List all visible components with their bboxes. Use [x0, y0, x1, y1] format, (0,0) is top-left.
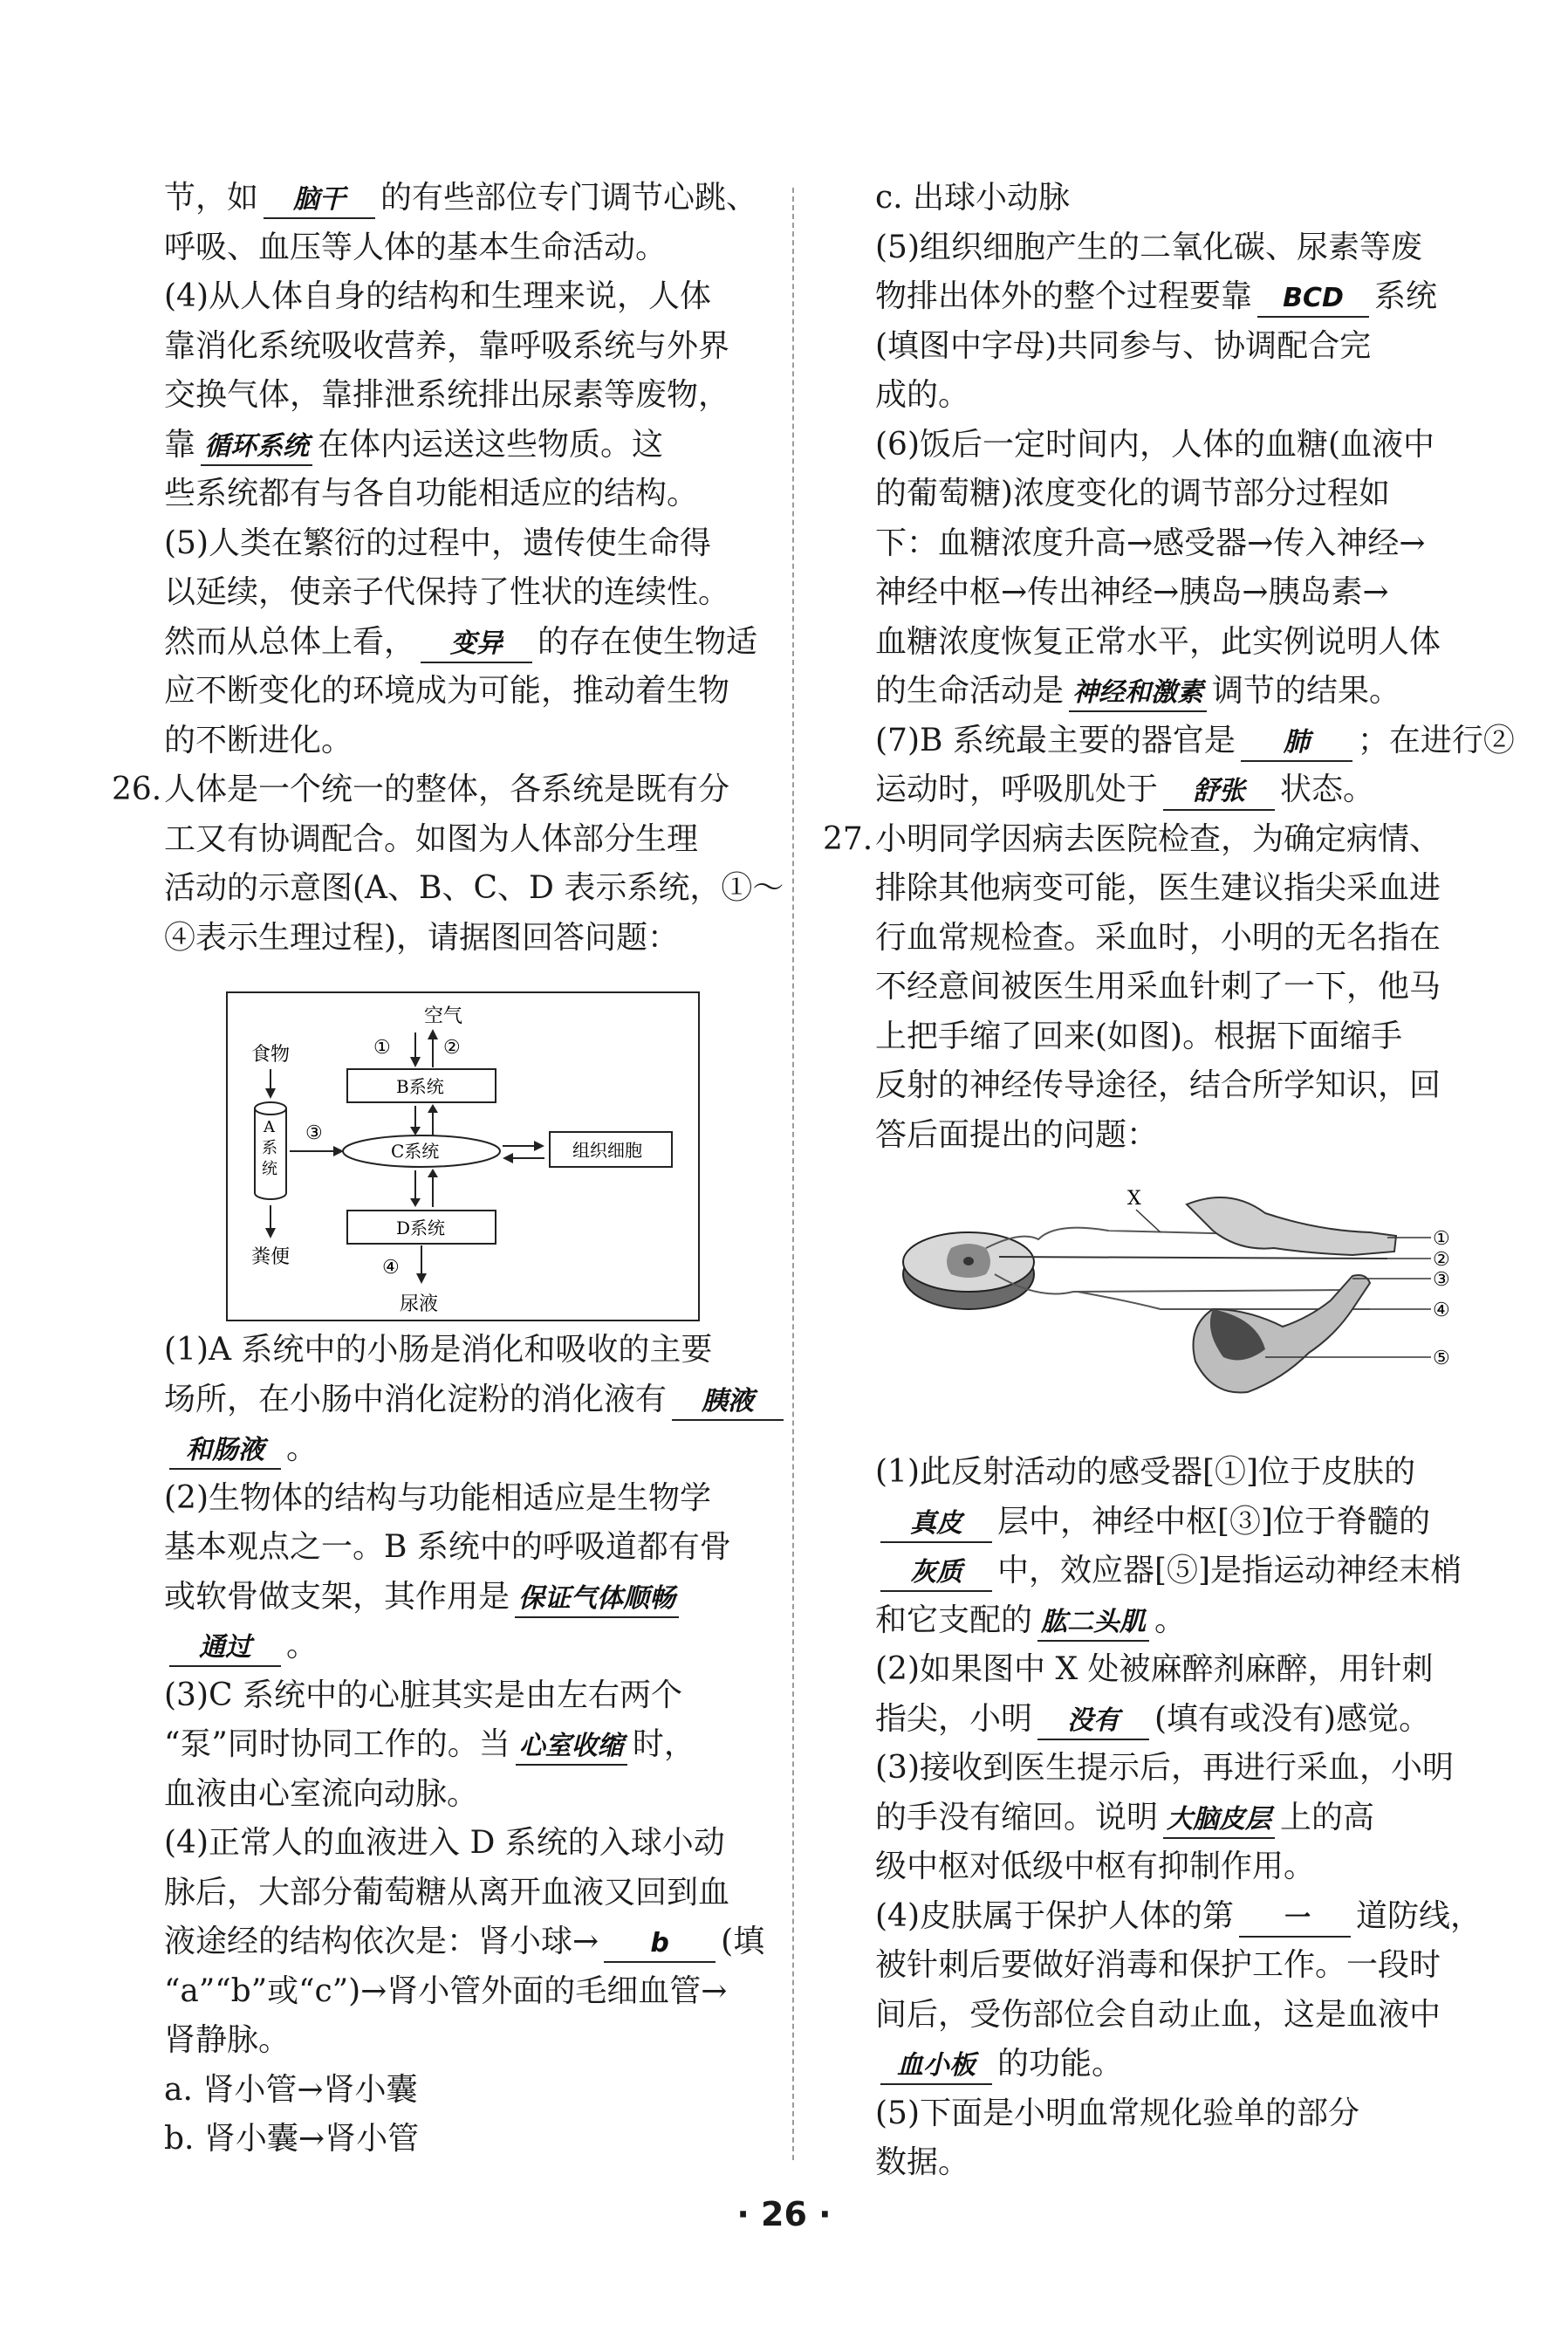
- text-line: [164, 820, 698, 859]
- line-text: 级中枢对低级中枢有抑制作用。: [875, 1849, 1316, 1884]
- line-text: 反射的神经传导途径，结合所学知识，回: [875, 1067, 1441, 1103]
- line-text: b. 肾小囊→肾小管: [164, 2121, 420, 2157]
- line-text: 小明同学因病去医院检查，为确定病情、: [875, 820, 1441, 857]
- text-line: [875, 2095, 1359, 2133]
- label-food: 食物: [251, 1044, 291, 1066]
- text-line: [164, 229, 667, 267]
- text-line: [164, 1824, 725, 1862]
- line-text: “泵”同时协同工作的。当: [164, 1726, 510, 1762]
- line-text: 。: [286, 1628, 318, 1663]
- answer-blank: 真皮: [880, 1506, 992, 1543]
- line-text: 人体是一个统一的整体，各系统是既有分: [164, 772, 730, 807]
- line-text: 成的。: [875, 377, 970, 413]
- answer-blank: 脑干: [264, 182, 375, 219]
- text-line: [164, 2071, 418, 2109]
- answer-blank: 灰质: [880, 1555, 992, 1592]
- text-line: [875, 1453, 1415, 1492]
- text-line: [164, 1677, 682, 1715]
- text-line: [164, 1381, 789, 1421]
- question-number: 26.: [112, 772, 162, 807]
- answer-blank: b: [604, 1926, 716, 1963]
- line-text: 被针刺后要做好消毒和保护工作。一段时: [875, 1947, 1441, 1983]
- answer-blank: 肱二头肌: [1037, 1605, 1149, 1642]
- label-d-system: D系统: [396, 1218, 446, 1238]
- text-line: [164, 1528, 731, 1567]
- line-text: 液途经的结构依次是：肾小球→: [164, 1924, 599, 1959]
- text-line: [112, 771, 730, 809]
- line-text: 工又有协调配合。如图为人体部分生理: [164, 820, 699, 857]
- line-text: (填图中字母)共同参与、协调配合完: [875, 327, 1372, 364]
- text-line: [875, 1067, 1441, 1105]
- text-line: [875, 525, 1426, 563]
- svg-text:统: 统: [262, 1160, 277, 1178]
- svg-text:A: A: [264, 1118, 275, 1136]
- line-text: 血糖浓度恢复正常水平，此实例说明人体: [875, 623, 1441, 660]
- label-n3: ③: [1433, 1269, 1450, 1291]
- line-text: 和它支配的: [875, 1602, 1033, 1638]
- text-line: [164, 672, 729, 710]
- line-text: (4)从人体自身的结构和生理来说，人体: [164, 278, 711, 314]
- line-text: 场所，在小肠中消化淀粉的消化液有: [164, 1381, 668, 1417]
- answer-blank: 通过: [169, 1630, 281, 1667]
- label-p1: ①: [373, 1037, 391, 1059]
- text-line: [164, 1479, 711, 1518]
- line-text: 上的高: [1280, 1799, 1375, 1835]
- label-air: 空气: [424, 1005, 463, 1027]
- answer-blank: 神经和激素: [1069, 676, 1207, 712]
- question-number: 27.: [823, 820, 873, 857]
- text-line: [875, 2144, 969, 2182]
- line-text: (5)人类在繁衍的过程中，遗传使生命得: [164, 525, 711, 561]
- label-n1: ①: [1433, 1228, 1450, 1250]
- answer-blank: 心室收缩: [516, 1729, 627, 1766]
- line-text: 或软骨做支架，其作用是: [164, 1578, 510, 1615]
- line-text: 间后，受伤部位会自动止血，这是血液中: [875, 1996, 1441, 2033]
- line-text: (填有或没有)感觉。: [1154, 1700, 1431, 1737]
- text-line: [164, 376, 729, 415]
- text-line: [875, 327, 1371, 366]
- line-text: (2)如果图中 X 处被麻醉剂麻醉，用针刺: [875, 1651, 1434, 1687]
- line-text: (3)接收到医生提示后，再进行采血，小明: [875, 1750, 1454, 1786]
- answer-blank: 循环系统: [201, 429, 312, 466]
- line-text: 的生命活动是: [875, 673, 1065, 709]
- line-text: (4)皮肤属于保护人体的第: [875, 1897, 1234, 1934]
- line-text: 的功能。: [997, 2046, 1124, 2082]
- text-line: [164, 1430, 318, 1470]
- line-text: 的存在使生物适: [538, 623, 758, 660]
- label-p2: ②: [443, 1037, 461, 1059]
- text-line: [164, 1775, 478, 1814]
- text-line: [875, 278, 1437, 318]
- text-line: [875, 1946, 1441, 1985]
- text-line: [875, 1552, 1462, 1592]
- text-line: [875, 475, 1390, 513]
- label-feces: 粪便: [251, 1246, 291, 1268]
- answer-blank: 血小板: [880, 2048, 992, 2085]
- a-system-cylinder: [262, 1118, 277, 1178]
- answer-blank: 舒张: [1163, 774, 1275, 811]
- text-line: [164, 1874, 729, 1912]
- line-text: 在体内运送这些物质。这: [318, 426, 664, 463]
- label-x: X: [1127, 1188, 1141, 1210]
- text-line: [875, 229, 1422, 267]
- line-text: 中，效应器[⑤]是指运动神经末梢: [997, 1553, 1462, 1588]
- answer-blank: BCD: [1257, 281, 1369, 318]
- text-line: [164, 1331, 712, 1369]
- line-text: 答后面提出的问题：: [875, 1116, 1159, 1153]
- text-line: [823, 820, 1441, 859]
- line-text: 。: [1154, 1602, 1187, 1638]
- text-line: [164, 179, 757, 219]
- label-p4: ④: [382, 1257, 400, 1279]
- line-text: 的有些部位专门调节心跳、: [380, 180, 758, 216]
- text-line: [164, 869, 784, 908]
- text-line: [875, 573, 1389, 612]
- text-line: [164, 623, 757, 663]
- line-text: ④表示生理过程)，请据图回答问题：: [164, 919, 680, 956]
- text-line: [875, 426, 1434, 464]
- line-text: 靠消化系统吸收营养，靠呼吸系统与外界: [164, 327, 730, 364]
- text-line: [875, 1650, 1434, 1689]
- body-systems-diagram: [225, 991, 701, 1322]
- line-text: (5)组织细胞产生的二氧化碳、尿素等废: [875, 229, 1422, 265]
- answer-blank: 胰液: [672, 1384, 784, 1421]
- line-text: 肾静脉。: [164, 2022, 291, 2058]
- line-text: 排除其他病变可能，医生建议指尖采血进: [875, 870, 1441, 906]
- text-line: [875, 869, 1441, 908]
- text-line: [875, 1503, 1430, 1543]
- line-text: 调节的结果。: [1212, 673, 1401, 709]
- text-line: [164, 475, 698, 513]
- page-number: · 26 ·: [736, 2195, 832, 2233]
- line-text: 的不断进化。: [164, 722, 353, 758]
- line-text: 不经意间被医生用采血针刺了一下，他马: [875, 969, 1441, 1005]
- text-line: [164, 573, 729, 612]
- answer-blank: 保证气体顺畅: [515, 1581, 679, 1618]
- text-line: [875, 968, 1441, 1006]
- line-text: 。: [286, 1430, 318, 1466]
- label-urine: 尿液: [400, 1293, 439, 1315]
- text-line: [875, 1602, 1186, 1642]
- text-line: [875, 1018, 1402, 1056]
- line-text: 的葡萄糖)浓度变化的调节部分过程如: [875, 476, 1391, 511]
- text-line: [875, 672, 1400, 712]
- line-text: 道防线，: [1356, 1897, 1482, 1934]
- line-text: 些系统都有与各自功能相适应的结构。: [164, 476, 699, 511]
- line-text: 层中，神经中枢[③]位于脊髓的: [997, 1503, 1431, 1540]
- label-c-system: C系统: [391, 1141, 440, 1162]
- text-line: [164, 2021, 290, 2060]
- line-text: 下：血糖浓度升高→感受器→传入神经→: [875, 525, 1426, 561]
- answer-blank: 变异: [421, 627, 532, 663]
- line-text: (1)A 系统中的小肠是消化和吸收的主要: [164, 1332, 713, 1368]
- text-line: [875, 1749, 1454, 1787]
- label-p3: ③: [305, 1122, 323, 1144]
- label-b-system: B系统: [396, 1076, 444, 1097]
- line-text: 血液由心室流向动脉。: [164, 1775, 479, 1812]
- text-line: [875, 179, 1070, 217]
- text-line: [164, 1725, 695, 1766]
- line-text: 脉后，大部分葡萄糖从离开血液又回到血: [164, 1874, 730, 1910]
- line-text: (1)此反射活动的感受器[①]位于皮肤的: [875, 1454, 1416, 1490]
- text-line: [164, 327, 729, 366]
- answer-blank: 肺: [1241, 725, 1352, 762]
- label-n4: ④: [1433, 1300, 1450, 1321]
- label-n2: ②: [1433, 1249, 1450, 1271]
- line-text: 应不断变化的环境成为可能，推动着生物: [164, 673, 730, 709]
- line-text: 神经中枢→传出神经→胰岛→胰岛素→: [875, 574, 1389, 610]
- text-line: [164, 525, 711, 563]
- text-line: [164, 722, 353, 760]
- text-line: [875, 1700, 1430, 1740]
- svg-text:系: 系: [262, 1139, 277, 1157]
- line-text: 呼吸、血压等人体的基本生命活动。: [164, 229, 668, 265]
- line-text: 数据。: [875, 2144, 970, 2180]
- line-text: (7)B 系统最主要的器官是: [875, 722, 1236, 758]
- line-text: 运动时，呼吸肌处于: [875, 772, 1159, 807]
- reflex-arc-figure: [899, 1178, 1475, 1440]
- label-tissue: 组织细胞: [572, 1140, 642, 1161]
- text-line: [875, 1848, 1315, 1886]
- line-text: 物排出体外的整个过程要靠: [875, 278, 1253, 314]
- line-text: 时，: [632, 1726, 695, 1762]
- line-text: 系统: [1374, 278, 1438, 314]
- text-line: [875, 919, 1441, 957]
- line-text: (2)生物体的结构与功能相适应是生物学: [164, 1479, 711, 1516]
- line-text: 节，如: [164, 180, 259, 216]
- line-text: 然而从总体上看，: [164, 623, 416, 660]
- line-text: (6)饭后一定时间内，人体的血糖(血液中: [875, 426, 1435, 463]
- line-text: c. 出球小动脉: [875, 180, 1071, 216]
- text-line: [875, 1799, 1374, 1839]
- text-line: [875, 623, 1441, 662]
- text-line: [164, 1627, 318, 1667]
- text-line: [875, 771, 1374, 811]
- text-line: [164, 1923, 764, 1963]
- line-text: (5)下面是小明血常规化验单的部分: [875, 2095, 1359, 2131]
- answer-blank: 没有: [1037, 1704, 1149, 1740]
- line-text: 基本观点之一。B 系统中的呼吸道都有骨: [164, 1529, 731, 1565]
- answer-blank: 大脑皮层: [1163, 1802, 1275, 1839]
- line-text: 上把手缩了回来(如图)。根据下面缩手: [875, 1018, 1403, 1054]
- text-line: [875, 722, 1515, 762]
- text-line: [164, 426, 663, 466]
- line-text: 行血常规检查。采血时，小明的无名指在: [875, 919, 1441, 956]
- line-text: 活动的示意图(A、B、C、D 表示系统，①～: [164, 870, 784, 906]
- line-text: (3)C 系统中的心脏其实是由左右两个: [164, 1677, 682, 1713]
- text-line: [164, 1972, 727, 2011]
- line-text: 指尖，小明: [875, 1700, 1033, 1737]
- text-line: [164, 2120, 419, 2158]
- column-divider: [792, 188, 794, 2160]
- text-line: [164, 919, 679, 957]
- line-text: 以延续，使亲子代保持了性状的连续性。: [164, 574, 730, 610]
- line-text: “a”“b”或“c”)→肾小管外面的毛细血管→: [164, 1972, 728, 2009]
- answer-blank: 和肠液: [169, 1433, 281, 1470]
- line-text: 状态。: [1280, 772, 1375, 807]
- line-text: a. 肾小管→肾小囊: [164, 2071, 418, 2108]
- line-text: ；在进行②: [1357, 722, 1515, 758]
- line-text: (4)正常人的血液进入 D 系统的入球小动: [164, 1825, 725, 1861]
- line-text: 的手没有缩回。说明: [875, 1799, 1159, 1835]
- line-text: 交换气体，靠排泄系统排出尿素等废物，: [164, 377, 730, 413]
- text-line: [875, 1116, 1158, 1155]
- text-line: [875, 1897, 1482, 1938]
- text-line: [875, 376, 969, 415]
- answer-blank: 一: [1239, 1901, 1351, 1938]
- text-line: [875, 2045, 1123, 2085]
- text-line: [875, 1996, 1441, 2034]
- text-line: [164, 278, 711, 316]
- label-n5: ⑤: [1433, 1348, 1450, 1369]
- line-text: (填: [721, 1924, 765, 1959]
- line-text: 靠: [164, 426, 196, 463]
- text-line: [164, 1578, 684, 1618]
